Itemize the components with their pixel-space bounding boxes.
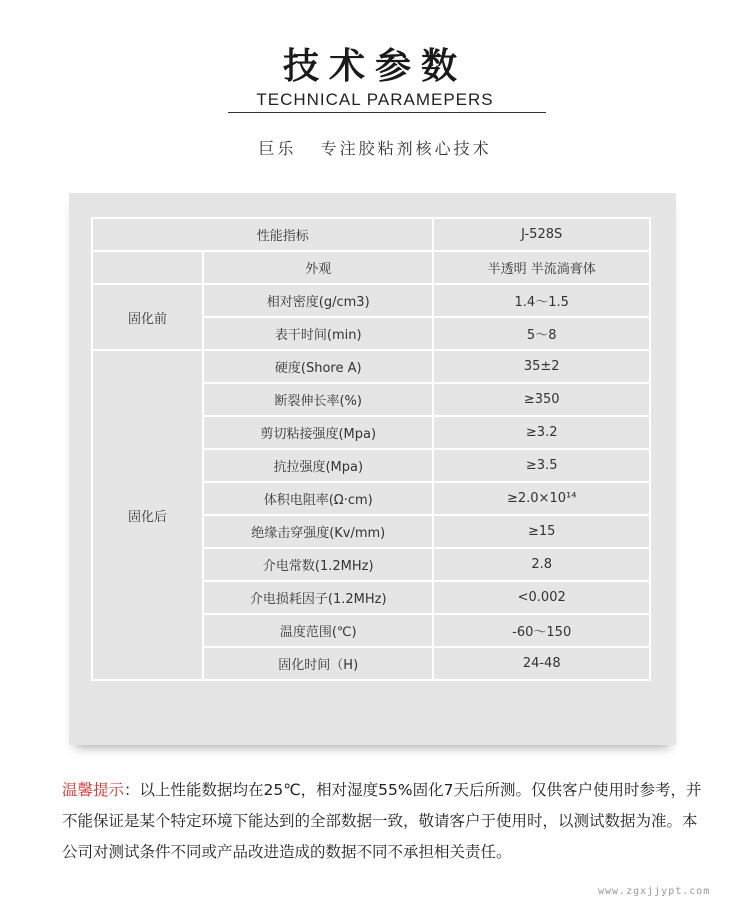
property-value: ≥3.5 [433,449,650,482]
footnote-label: 温馨提示 [62,781,125,799]
property-value: 5～8 [433,317,650,350]
property-label: 剪切粘接强度(Mpa) [203,416,433,449]
property-label: 温度范围(℃) [203,614,433,647]
page-title: 技术参数 [282,46,467,87]
property-value: -60～150 [433,614,650,647]
property-value: <0.002 [433,581,650,614]
appearance-label: 外观 [203,251,433,284]
property-value: ≥2.0×10¹⁴ [433,482,650,515]
property-label: 表干时间(min) [203,317,433,350]
property-label: 相对密度(g/cm3) [203,284,433,317]
property-label: 抗拉强度(Mpa) [203,449,433,482]
group-name-cell: 固化前 [92,284,203,350]
watermark-text: www.zgxjjypt.com [598,886,711,897]
property-value: ≥350 [433,383,650,416]
footnote-text: ：以上性能数据均在25℃，相对湿度55%固化7天后所测。仅供客户使用时参考，并不能保证是某个特定环境下能达到的全部数据一致，敬请客户于使用时，以测试数据为准。本公司对测试条件不同或产品改进造成的数据不同不承担相关责任。 [62,781,702,861]
property-label: 介电损耗因子(1.2MHz) [203,581,433,614]
property-value: 24-48 [433,647,650,680]
property-value: 1.4～1.5 [433,284,650,317]
property-value: ≥3.2 [433,416,650,449]
spec-table [91,217,651,681]
appearance-value: 半透明 半流淌膏体 [433,251,650,284]
footnote [62,775,712,868]
property-label: 断裂伸长率(%) [203,383,433,416]
group-name-cell: 固化后 [92,350,203,680]
table-header-row [92,218,650,251]
property-value: 35±2 [433,350,650,383]
slogan: 巨乐 专注胶粘剂核心技术 [258,139,492,158]
page-subtitle: TECHNICAL PARAMEPERS [256,90,494,109]
table-row [92,251,650,284]
property-label: 固化时间（H) [203,647,433,680]
group-cell-empty [92,251,203,284]
property-value: ≥15 [433,515,650,548]
property-label: 体积电阻率(Ω·cm) [203,482,433,515]
table-row [92,350,650,383]
property-value: 2.8 [433,548,650,581]
table-row [92,284,650,317]
product-cell: J-528S [433,218,650,251]
property-label: 绝缘击穿强度(Kv/mm) [203,515,433,548]
title-divider [228,112,546,113]
property-label: 介电常数(1.2MHz) [203,548,433,581]
header-label: 性能指标 [256,229,309,244]
header-label-cell [92,218,433,251]
property-label: 硬度(Shore A) [203,350,433,383]
